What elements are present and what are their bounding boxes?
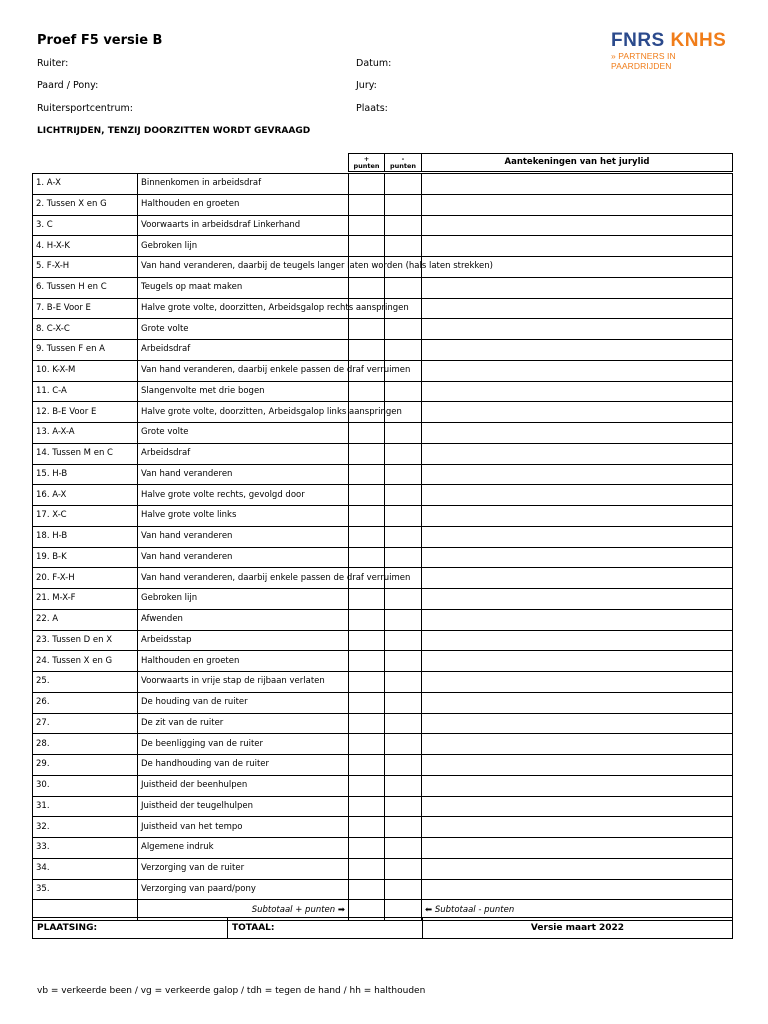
row-description: De handhouding van de ruiter xyxy=(138,755,349,776)
row-description: De zit van de ruiter xyxy=(138,713,349,734)
table-row xyxy=(33,174,733,195)
row-notes-cell[interactable] xyxy=(422,672,733,693)
row-description: Van hand veranderen xyxy=(138,464,349,485)
row-minus-points-cell[interactable] xyxy=(385,630,422,651)
table-row xyxy=(33,319,733,340)
row-notes-cell[interactable] xyxy=(422,589,733,610)
row-description: Afwenden xyxy=(138,609,349,630)
row-minus-points-cell[interactable] xyxy=(385,858,422,879)
row-movement: 33. xyxy=(33,838,138,859)
row-movement: 13. A-X-A xyxy=(33,423,138,444)
row-plus-points-cell[interactable] xyxy=(349,817,385,838)
row-plus-points-cell[interactable] xyxy=(349,858,385,879)
row-description: Halthouden en groeten xyxy=(138,651,349,672)
row-notes-cell[interactable] xyxy=(422,174,733,195)
row-movement: 32. xyxy=(33,817,138,838)
row-minus-points-cell[interactable] xyxy=(385,879,422,900)
row-minus-points-cell[interactable] xyxy=(385,174,422,195)
score-table xyxy=(32,153,733,921)
table-row xyxy=(33,879,733,900)
row-movement: 11. C-A xyxy=(33,381,138,402)
table-row xyxy=(33,340,733,361)
row-plus-points-cell[interactable] xyxy=(349,713,385,734)
row-minus-points-cell[interactable] xyxy=(385,319,422,340)
plaats-label: Plaats: xyxy=(356,103,388,114)
ruiter-label: Ruiter: xyxy=(37,58,69,69)
row-plus-points-cell[interactable] xyxy=(349,194,385,215)
row-description: Juistheid van het tempo xyxy=(138,817,349,838)
row-minus-points-cell[interactable] xyxy=(385,443,422,464)
fnrs-knhs-logo xyxy=(611,31,736,71)
table-row xyxy=(33,381,733,402)
row-description: Juistheid der beenhulpen xyxy=(138,775,349,796)
table-row xyxy=(33,692,733,713)
header-plus-punten: + punten xyxy=(349,154,385,172)
abbreviation-footnote: vb = verkeerde been / vg = verkeerde galop / tdh = tegen de hand / hh = halthouden xyxy=(37,986,426,996)
row-notes-cell[interactable] xyxy=(422,796,733,817)
row-description: Voorwaarts in arbeidsdraf Linkerhand xyxy=(138,215,349,236)
row-minus-points-cell[interactable] xyxy=(385,485,422,506)
row-notes-cell[interactable] xyxy=(422,734,733,755)
row-description: Arbeidsdraf xyxy=(138,443,349,464)
table-row xyxy=(33,796,733,817)
table-row xyxy=(33,672,733,693)
row-description: Juistheid der teugelhulpen xyxy=(138,796,349,817)
row-notes-cell[interactable] xyxy=(422,319,733,340)
header-blank xyxy=(138,154,349,172)
page-title: Proef F5 versie B xyxy=(37,33,163,48)
row-movement: 7. B-E Voor E xyxy=(33,298,138,319)
row-movement: 29. xyxy=(33,755,138,776)
row-movement: 2. Tussen X en G xyxy=(33,194,138,215)
row-movement: 23. Tussen D en X xyxy=(33,630,138,651)
row-notes-cell[interactable] xyxy=(422,817,733,838)
row-description: Halve grote volte, doorzitten, Arbeidsgalop rechts aanspringen xyxy=(138,298,349,319)
row-description: Van hand veranderen xyxy=(138,526,349,547)
row-minus-points-cell[interactable] xyxy=(385,194,422,215)
table-row xyxy=(33,547,733,568)
row-minus-points-cell[interactable] xyxy=(385,796,422,817)
totaal-field[interactable]: TOTAAL: xyxy=(228,918,423,939)
row-plus-points-cell[interactable] xyxy=(349,755,385,776)
table-row xyxy=(33,651,733,672)
row-notes-cell[interactable] xyxy=(422,277,733,298)
row-plus-points-cell[interactable] xyxy=(349,589,385,610)
table-row xyxy=(33,360,733,381)
row-movement: 28. xyxy=(33,734,138,755)
row-movement: 10. K-X-M xyxy=(33,360,138,381)
section-title: LICHTRIJDEN, TENZIJ DOORZITTEN WORDT GEVRAAGD xyxy=(37,126,311,136)
row-minus-points-cell[interactable] xyxy=(385,775,422,796)
row-description: Teugels op maat maken xyxy=(138,277,349,298)
row-plus-points-cell[interactable] xyxy=(349,215,385,236)
subtotal-plus-label: Subtotaal + punten ➡ xyxy=(138,900,349,921)
row-notes-cell[interactable] xyxy=(422,506,733,527)
row-minus-points-cell[interactable] xyxy=(385,423,422,444)
datum-label: Datum: xyxy=(356,58,392,69)
table-row xyxy=(33,568,733,589)
header-blank xyxy=(33,154,138,172)
row-minus-points-cell[interactable] xyxy=(385,672,422,693)
row-plus-points-cell[interactable] xyxy=(349,381,385,402)
row-movement: 15. H-B xyxy=(33,464,138,485)
row-movement: 16. A-X xyxy=(33,485,138,506)
row-minus-points-cell[interactable] xyxy=(385,236,422,257)
row-minus-points-cell[interactable] xyxy=(385,651,422,672)
row-movement: 25. xyxy=(33,672,138,693)
table-row xyxy=(33,526,733,547)
row-description: Gebroken lijn xyxy=(138,589,349,610)
row-movement: 18. H-B xyxy=(33,526,138,547)
table-row xyxy=(33,277,733,298)
row-notes-cell[interactable] xyxy=(422,858,733,879)
row-movement: 34. xyxy=(33,858,138,879)
plaatsing-field[interactable]: PLAATSING: xyxy=(33,918,228,939)
version-label: Versie maart 2022 xyxy=(423,918,733,939)
row-notes-cell[interactable] xyxy=(422,692,733,713)
row-plus-points-cell[interactable] xyxy=(349,443,385,464)
row-notes-cell[interactable] xyxy=(422,651,733,672)
table-row xyxy=(33,402,733,423)
row-movement: 1. A-X xyxy=(33,174,138,195)
row-minus-points-cell[interactable] xyxy=(385,340,422,361)
row-movement: 4. H-X-K xyxy=(33,236,138,257)
table-row xyxy=(33,817,733,838)
row-minus-points-cell[interactable] xyxy=(385,547,422,568)
row-minus-points-cell[interactable] xyxy=(385,526,422,547)
row-minus-points-cell[interactable] xyxy=(385,734,422,755)
row-description: Halve grote volte, doorzitten, Arbeidsgalop links aanspringen xyxy=(138,402,349,423)
row-plus-points-cell[interactable] xyxy=(349,464,385,485)
row-minus-points-cell[interactable] xyxy=(385,506,422,527)
row-movement: 6. Tussen H en C xyxy=(33,277,138,298)
row-notes-cell[interactable] xyxy=(422,568,733,589)
row-description: Gebroken lijn xyxy=(138,236,349,257)
row-plus-points-cell[interactable] xyxy=(349,734,385,755)
table-row xyxy=(33,464,733,485)
row-description: Verzorging van paard/pony xyxy=(138,879,349,900)
row-plus-points-cell[interactable] xyxy=(349,319,385,340)
table-row xyxy=(33,443,733,464)
footer-table xyxy=(32,917,733,939)
row-minus-points-cell[interactable] xyxy=(385,755,422,776)
header-minus-punten: - punten xyxy=(385,154,422,172)
row-plus-points-cell[interactable] xyxy=(349,423,385,444)
row-minus-points-cell[interactable] xyxy=(385,692,422,713)
row-movement: 30. xyxy=(33,775,138,796)
row-notes-cell[interactable] xyxy=(422,879,733,900)
row-description: Verzorging van de ruiter xyxy=(138,858,349,879)
row-movement: 3. C xyxy=(33,215,138,236)
row-minus-points-cell[interactable] xyxy=(385,277,422,298)
row-description: Van hand veranderen xyxy=(138,547,349,568)
row-notes-cell[interactable] xyxy=(422,713,733,734)
row-notes-cell[interactable] xyxy=(422,423,733,444)
row-description: De houding van de ruiter xyxy=(138,692,349,713)
header-notes: Aantekeningen van het jurylid xyxy=(422,154,733,172)
row-plus-points-cell[interactable] xyxy=(349,609,385,630)
row-description: Slangenvolte met drie bogen xyxy=(138,381,349,402)
row-notes-cell[interactable] xyxy=(422,360,733,381)
table-row xyxy=(33,506,733,527)
row-notes-cell[interactable] xyxy=(422,443,733,464)
row-description: Van hand veranderen, daarbij enkele passen de draf verruimen xyxy=(138,360,349,381)
row-description: Van hand veranderen, daarbij de teugels langer laten worden (hals laten strekken) xyxy=(138,257,349,278)
row-notes-cell[interactable] xyxy=(422,215,733,236)
row-movement: 14. Tussen M en C xyxy=(33,443,138,464)
row-movement: 31. xyxy=(33,796,138,817)
row-notes-cell[interactable] xyxy=(422,340,733,361)
row-plus-points-cell[interactable] xyxy=(349,547,385,568)
row-movement: 35. xyxy=(33,879,138,900)
row-minus-points-cell[interactable] xyxy=(385,817,422,838)
table-row xyxy=(33,215,733,236)
table-row xyxy=(33,713,733,734)
row-description: Grote volte xyxy=(138,423,349,444)
row-notes-cell[interactable] xyxy=(422,838,733,859)
row-minus-points-cell[interactable] xyxy=(385,609,422,630)
table-row xyxy=(33,423,733,444)
row-description: De beenligging van de ruiter xyxy=(138,734,349,755)
table-row xyxy=(33,298,733,319)
row-notes-cell[interactable] xyxy=(422,402,733,423)
row-notes-cell[interactable] xyxy=(422,755,733,776)
row-notes-cell[interactable] xyxy=(422,464,733,485)
row-notes-cell[interactable] xyxy=(422,630,733,651)
row-notes-cell[interactable] xyxy=(422,298,733,319)
table-row xyxy=(33,609,733,630)
row-notes-cell[interactable] xyxy=(422,775,733,796)
row-plus-points-cell[interactable] xyxy=(349,796,385,817)
table-row xyxy=(33,734,733,755)
row-movement: 8. C-X-C xyxy=(33,319,138,340)
row-description: Halthouden en groeten xyxy=(138,194,349,215)
row-notes-cell[interactable] xyxy=(422,381,733,402)
table-row xyxy=(33,257,733,278)
row-notes-cell[interactable] xyxy=(422,194,733,215)
row-movement: 27. xyxy=(33,713,138,734)
row-movement: 24. Tussen X en G xyxy=(33,651,138,672)
row-description: Algemene indruk xyxy=(138,838,349,859)
row-plus-points-cell[interactable] xyxy=(349,879,385,900)
row-notes-cell[interactable] xyxy=(422,485,733,506)
table-row xyxy=(33,485,733,506)
row-minus-points-cell[interactable] xyxy=(385,713,422,734)
row-description: Halve grote volte rechts, gevolgd door xyxy=(138,485,349,506)
row-minus-points-cell[interactable] xyxy=(385,838,422,859)
row-description: Binnenkomen in arbeidsdraf xyxy=(138,174,349,195)
row-plus-points-cell[interactable] xyxy=(349,838,385,859)
logo-knhs-text: KNHS xyxy=(670,30,727,51)
row-plus-points-cell[interactable] xyxy=(349,672,385,693)
row-movement: 5. F-X-H xyxy=(33,257,138,278)
table-row xyxy=(33,630,733,651)
row-movement: 19. B-K xyxy=(33,547,138,568)
row-notes-cell[interactable] xyxy=(422,609,733,630)
table-row xyxy=(33,755,733,776)
table-header xyxy=(33,154,733,172)
row-minus-points-cell[interactable] xyxy=(385,215,422,236)
row-plus-points-cell[interactable] xyxy=(349,340,385,361)
row-plus-points-cell[interactable] xyxy=(349,692,385,713)
table-row xyxy=(33,236,733,257)
row-description: Voorwaarts in vrije stap de rijbaan verlaten xyxy=(138,672,349,693)
table-row xyxy=(33,194,733,215)
row-movement: 21. M-X-F xyxy=(33,589,138,610)
table-row xyxy=(33,838,733,859)
row-plus-points-cell[interactable] xyxy=(349,236,385,257)
row-plus-points-cell[interactable] xyxy=(349,775,385,796)
paard-label: Paard / Pony: xyxy=(37,80,99,91)
row-plus-points-cell[interactable] xyxy=(349,277,385,298)
row-notes-cell[interactable] xyxy=(422,526,733,547)
row-plus-points-cell[interactable] xyxy=(349,630,385,651)
table-row xyxy=(33,775,733,796)
row-movement: 9. Tussen F en A xyxy=(33,340,138,361)
row-plus-points-cell[interactable] xyxy=(349,506,385,527)
row-description: Arbeidsdraf xyxy=(138,340,349,361)
row-movement: 17. X-C xyxy=(33,506,138,527)
row-plus-points-cell[interactable] xyxy=(349,174,385,195)
centrum-label: Ruitersportcentrum: xyxy=(37,103,133,114)
subtotal-minus-label: ⬅ Subtotaal - punten xyxy=(422,900,733,921)
table-row xyxy=(33,589,733,610)
row-plus-points-cell[interactable] xyxy=(349,526,385,547)
row-plus-points-cell[interactable] xyxy=(349,651,385,672)
row-movement: 26. xyxy=(33,692,138,713)
row-minus-points-cell[interactable] xyxy=(385,381,422,402)
row-minus-points-cell[interactable] xyxy=(385,589,422,610)
row-movement: 12. B-E Voor E xyxy=(33,402,138,423)
row-movement: 22. A xyxy=(33,609,138,630)
row-notes-cell[interactable] xyxy=(422,547,733,568)
logo-fnrs-text: FNRS xyxy=(611,30,665,51)
row-movement: 20. F-X-H xyxy=(33,568,138,589)
jury-label: Jury: xyxy=(356,80,377,91)
row-plus-points-cell[interactable] xyxy=(349,485,385,506)
logo-tagline: » PARTNERS IN PAARDRIJDEN xyxy=(611,51,676,71)
row-description: Van hand veranderen, daarbij enkele passen de draf verruimen xyxy=(138,568,349,589)
table-row xyxy=(33,858,733,879)
row-description: Grote volte xyxy=(138,319,349,340)
row-notes-cell[interactable] xyxy=(422,236,733,257)
row-description: Arbeidsstap xyxy=(138,630,349,651)
row-minus-points-cell[interactable] xyxy=(385,464,422,485)
row-description: Halve grote volte links xyxy=(138,506,349,527)
